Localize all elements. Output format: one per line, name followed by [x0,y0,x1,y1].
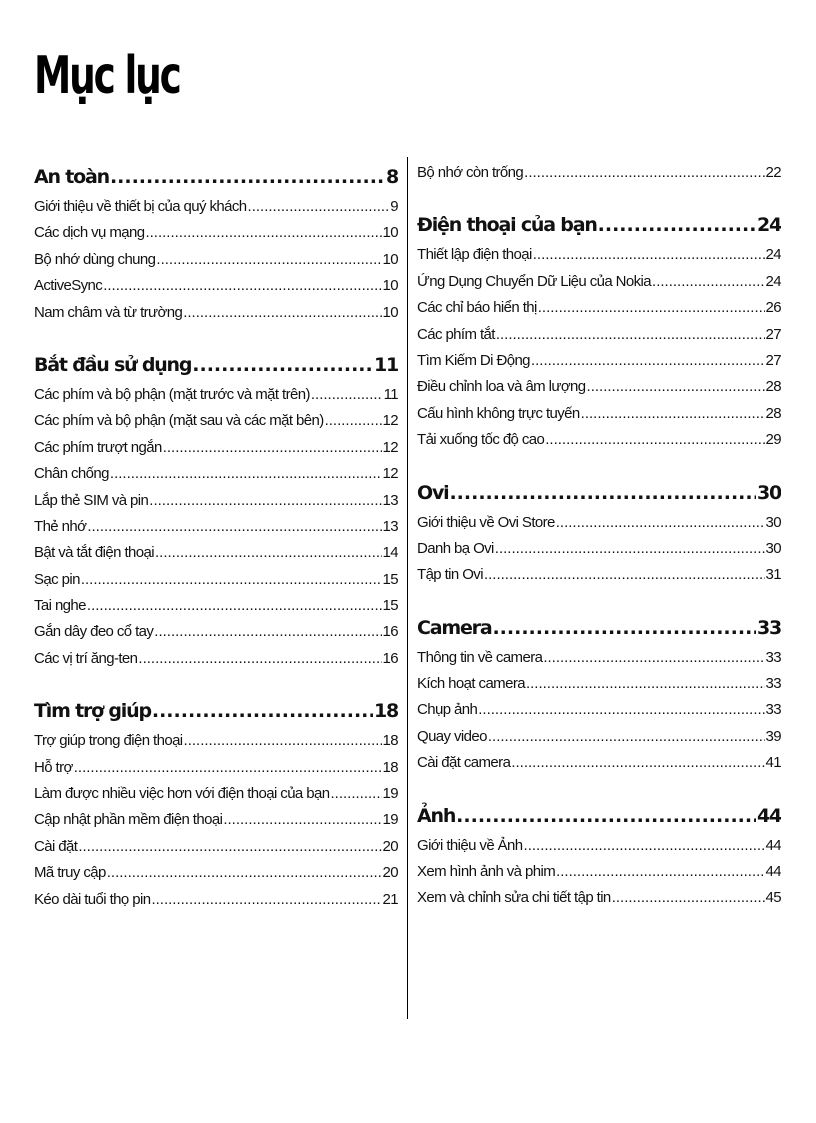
page-number: 45 [765,889,781,907]
toc-entry[interactable] [417,750,781,776]
page-number: 22 [765,164,781,181]
toc-section-heading[interactable] [34,694,398,728]
toc-entry[interactable] [34,488,398,514]
toc-entry[interactable] [34,860,398,886]
toc-entry[interactable] [34,887,398,913]
entry-title: Giới thiệu về Ảnh [417,836,523,854]
toc-entry[interactable] [34,593,398,619]
page-number: 20 [382,837,398,855]
toc-entry[interactable] [34,220,398,246]
page-number: 44 [765,863,781,881]
toc-section-heading[interactable] [34,348,398,382]
dot-leader [248,194,390,220]
toc-entry[interactable] [34,781,398,807]
page-number: 11 [383,385,398,403]
page-number: 41 [765,754,781,772]
entry-title: Trợ giúp trong điện thoại [34,732,183,750]
toc-section-heading[interactable] [417,799,781,833]
page-number: 10 [382,224,398,242]
toc-entry[interactable] [34,194,398,220]
dot-leader [484,562,765,588]
entry-title: Làm được nhiều việc hơn với điện thoại của bạn [34,785,330,803]
dot-leader [311,382,383,408]
entry-title: Danh bạ Ovi [417,539,494,557]
page-number: 24 [765,246,781,264]
toc-entry[interactable] [34,382,398,408]
entry-title: Các phím trượt ngắn [34,438,162,456]
entry-title: Xem và chỉnh sửa chi tiết tập tin [417,889,611,907]
entry-title: Bộ nhớ dùng chung [34,250,156,268]
entry-title: Bật và tắt điện thoại [34,544,154,562]
dot-leader [151,887,381,913]
entry-title: Bộ nhớ còn trống [417,164,524,181]
page-title: Mục lục [34,46,180,106]
entry-title: Điều chỉnh loa và âm lượng [417,378,586,396]
entry-title: Kích hoạt camera [417,675,525,693]
page-number: 16 [382,649,398,667]
dot-leader [456,799,756,833]
toc-section-heading[interactable] [417,476,781,510]
dot-leader [449,476,756,510]
dot-leader [138,646,381,672]
page-number: 27 [765,325,781,343]
page-number: 30 [765,539,781,557]
entry-title: Cấu hình không trực tuyến [417,404,580,422]
toc-entry[interactable] [34,807,398,833]
page-number: 33 [765,701,781,719]
entry-title: Các dịch vụ mạng [34,224,145,242]
toc-entry[interactable] [417,242,781,268]
entry-title: Cài đặt camera [417,754,511,772]
entry-title: Tập tin Ovi [417,566,483,584]
dot-leader [110,461,382,487]
dot-leader [587,374,765,400]
entry-title: Chân chống [34,465,109,483]
entry-title: ActiveSync [34,277,103,295]
page-number: 30 [765,513,781,531]
page-number: 10 [382,277,398,295]
toc-entry[interactable] [34,514,398,540]
entry-title: Tai nghe [34,597,86,615]
entry-title: Thẻ nhớ [34,517,87,535]
page-number: 33 [756,616,781,639]
toc-entry[interactable] [34,619,398,645]
toc-entry[interactable] [34,435,398,461]
dot-leader [110,160,385,194]
dot-leader [154,619,381,645]
dot-leader [74,755,382,781]
entry-title: Các chỉ báo hiển thị [417,299,537,317]
entry-title: Thiết lập điện thoại [417,246,532,264]
toc-entry[interactable] [417,374,781,400]
dot-leader [478,697,764,723]
dot-leader [543,645,764,671]
dot-leader [524,160,764,186]
dot-leader [145,220,381,246]
page-number: 21 [382,890,398,908]
entry-title: Tìm Kiếm Di Động [417,351,530,369]
toc-entry[interactable] [34,408,398,434]
toc-section [34,348,398,672]
dot-leader [545,427,764,453]
toc-right-column [417,160,781,912]
toc-entry[interactable] [34,646,398,672]
toc-entry[interactable] [417,295,781,321]
toc-section-heading[interactable] [34,160,398,194]
dot-leader [492,611,756,645]
toc-entry[interactable] [34,834,398,860]
entry-title: Lắp thẻ SIM và pin [34,491,149,509]
section-title: An toàn [34,166,109,188]
toc-section [34,694,398,913]
page-number: 16 [382,623,398,641]
entry-title: Gắn dây đeo cổ tay [34,623,154,641]
page-number: 12 [382,438,398,456]
dot-leader [533,242,765,268]
dot-leader [330,781,381,807]
entry-title: Nam châm và từ trường [34,303,183,321]
toc-entry[interactable] [417,322,781,348]
toc-entry[interactable] [417,562,781,588]
toc-entry[interactable] [34,273,398,299]
dot-leader [488,724,765,750]
toc-entry[interactable] [417,724,781,750]
page-number: 18 [382,758,398,776]
dot-leader [223,807,381,833]
toc-entry[interactable] [417,671,781,697]
entry-title: Cài đặt [34,837,78,855]
page-number: 15 [382,570,398,588]
page-number: 30 [756,481,781,504]
page-number: 14 [382,544,398,562]
toc-entry[interactable] [34,755,398,781]
toc-entry[interactable] [417,859,781,885]
dot-leader [496,322,765,348]
toc-section-heading[interactable] [417,611,781,645]
section-title: Bắt đầu sử dụng [34,353,192,376]
entry-title: Các phím tắt [417,325,495,343]
page-number: 12 [382,412,398,430]
dot-leader [612,885,765,911]
toc-entry[interactable] [417,510,781,536]
page-number: 29 [765,431,781,449]
entry-title: Mã truy cập [34,864,106,882]
entry-title: Giới thiệu về Ovi Store [417,513,555,531]
toc-entry[interactable] [417,401,781,427]
dot-leader [163,435,382,461]
dot-leader [184,728,382,754]
toc-entry[interactable] [417,833,781,859]
page-number: 27 [765,351,781,369]
dot-leader [78,834,381,860]
toc-entry[interactable] [34,728,398,754]
page-number: 26 [765,299,781,317]
page-number: 18 [373,700,398,723]
toc-entry[interactable] [417,269,781,295]
page-number: 44 [756,804,781,827]
entry-title: Kéo dài tuổi thọ pin [34,890,151,908]
dot-leader [87,514,381,540]
page-number: 11 [373,353,398,376]
page-number: 10 [382,250,398,268]
toc-entry[interactable] [417,348,781,374]
dot-leader [495,536,765,562]
toc-entry[interactable] [417,160,781,186]
entry-title: Các vị trí ăng-ten [34,649,138,667]
dot-leader [538,295,765,321]
toc-entry[interactable] [417,697,781,723]
dot-leader [183,300,381,326]
page-number: 13 [382,491,398,509]
page-number: 12 [382,465,398,483]
page-number: 24 [765,272,781,290]
page-number: 8 [385,166,398,188]
toc-section [417,799,781,912]
toc-section [417,208,781,453]
page-number: 44 [765,836,781,854]
dot-leader [192,348,373,382]
section-title: Ảnh [417,804,456,827]
toc-section [417,476,781,589]
entry-title: Thông tin về camera [417,648,543,666]
entry-title: Các phím và bộ phận (mặt trước và mặt trên) [34,385,310,403]
toc-entry[interactable] [417,536,781,562]
dot-leader [87,593,382,619]
dot-leader [556,510,765,536]
dot-leader [156,247,381,273]
entry-title: Xem hình ảnh và phim [417,863,556,881]
section-title: Tìm trợ giúp [34,700,151,723]
dot-leader [511,750,764,776]
toc-section [34,160,398,326]
entry-title: Sạc pin [34,570,80,588]
section-title: Điện thoại của bạn [417,214,597,237]
page-number: 33 [765,648,781,666]
dot-leader [81,567,382,593]
page-number: 9 [390,198,398,215]
toc-left-column [34,160,398,913]
page-number: 15 [382,597,398,615]
dot-leader [598,208,756,242]
toc-section-heading[interactable] [417,208,781,242]
dot-leader [149,488,381,514]
dot-leader [325,408,382,434]
toc-entry[interactable] [34,540,398,566]
toc-entry[interactable] [34,247,398,273]
entry-title: Ứng Dụng Chuyển Dữ Liệu của Nokia [417,272,652,290]
toc-section [417,160,781,186]
page-number: 19 [382,811,398,829]
entry-title: Chụp ảnh [417,701,478,719]
entry-title: Quay video [417,727,487,745]
toc-entry[interactable] [417,427,781,453]
entry-title: Cập nhật phần mềm điện thoại [34,811,223,829]
page-number: 20 [382,864,398,882]
dot-leader [531,348,765,374]
dot-leader [152,694,373,728]
page-number: 18 [382,732,398,750]
dot-leader [526,671,765,697]
entry-title: Giới thiệu về thiết bị của quý khách [34,198,247,215]
toc-entry[interactable] [417,645,781,671]
section-title: Camera [417,616,492,639]
toc-entry[interactable] [34,567,398,593]
page-number: 28 [765,378,781,396]
dot-leader [581,401,765,427]
page-number: 33 [765,675,781,693]
section-title: Ovi [417,481,449,504]
dot-leader [524,833,765,859]
page-number: 10 [382,303,398,321]
toc-entry[interactable] [417,885,781,911]
toc-entry[interactable] [34,461,398,487]
page-number: 19 [382,785,398,803]
entry-title: Các phím và bộ phận (mặt sau và các mặt bên) [34,412,324,430]
dot-leader [107,860,382,886]
page-number: 39 [765,727,781,745]
toc-entry[interactable] [34,300,398,326]
dot-leader [556,859,764,885]
dot-leader [652,269,764,295]
dot-leader [155,540,382,566]
page-number: 31 [765,566,781,584]
column-divider [407,157,408,1019]
page-number: 24 [756,214,781,237]
toc-section [417,611,781,777]
entry-title: Tải xuống tốc độ cao [417,431,545,449]
page-number: 28 [765,404,781,422]
entry-title: Hỗ trợ [34,758,73,776]
page-number: 13 [382,517,398,535]
dot-leader [103,273,381,299]
